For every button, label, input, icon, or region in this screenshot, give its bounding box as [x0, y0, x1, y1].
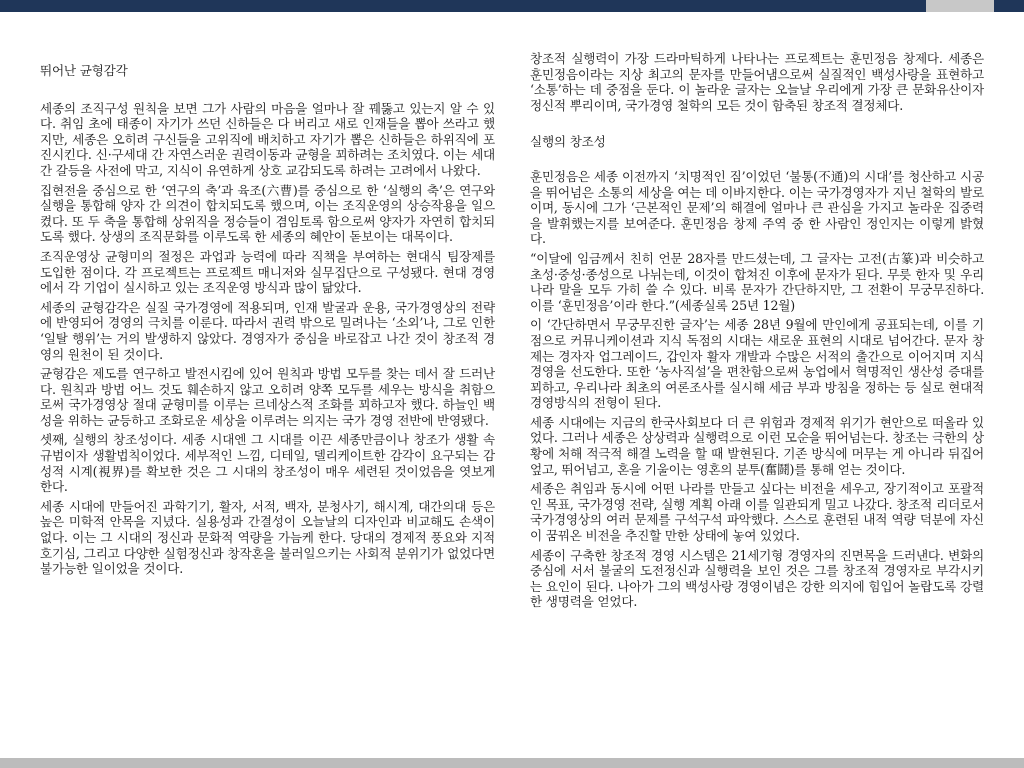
left-paragraph: 세종의 균형감각은 실질 국가경영에 적용되며, 인재 발굴과 운용, 국가경영상의 전략에 반영되어 경영의 극치를 이룬다. 따라서 권력 밖으로 밀려나는 ‘소외’나, 그로 인한 ‘일탈 행위’는 거의 발생하지 않았다. 경영자가 중심을 바로잡고 나간 것이 창조적 경영의 원천이 된 것이다.: [40, 299, 495, 362]
left-paragraph: 세종의 조직구성 원칙을 보면 그가 사람의 마음을 얼마나 잘 꿰뚫고 있는지 알 수 있다. 취임 초에 태종이 자기가 쓰던 신하들은 다 버리고 새로 인재들을 뽑아 쓰라고 했지만, 세종은 오히려 구신들을 고위직에 배치하고 자기가 뽑은 신하들은 하위직에 포진시킨다. 신·구세대 간 자연스러운 권력이동과 균형을 꾀하려는 조치였다. 이는 세대 간 갈등을 사전에 막고, 지식이 유연하게 상호 교감되도록 하려는 고려에서 나왔다.: [40, 100, 495, 178]
left-column: [40, 63, 495, 581]
right-paragraph: 세종 시대에는 지금의 한국사회보다 더 큰 위험과 경제적 위기가 현안으로 떠올라 있었다. 그러나 세종은 상상력과 실행력으로 이런 모순을 뛰어넘는다. 창조는 극한의 상황에 처해 적극적 해결 노력을 할 때 발현된다. 기존 방식에 머무는 게 아니라 뒤집어엎고, 뛰어넘고, 혼을 기울이는 영혼의 분투(奮鬪)를 통해 얻는 것이다.: [530, 414, 984, 477]
right-paragraph: “이달에 임금께서 친히 언문 28자를 만드셨는데, 그 글자는 고전(古篆)과 비슷하고 초성·중성·종성으로 나뉘는데, 이것이 합쳐진 이후에 문자가 된다. 무릇 한자 및 우리나라 말을 모두 가히 쓸 수 있다. 비록 문자가 간단하지만, 그 전환이 무궁무진하다. 이를 ‘훈민정음’이라 한다.”(세종실록 25년 12월): [530, 250, 984, 313]
left-paragraph: 조직운영상 균형미의 절정은 과업과 능력에 따라 직책을 부여하는 현대식 팀장제를 도입한 점이다. 각 프로젝트는 프로젝트 매니저와 실무집단으로 구성됐다. 현대 경영에서 각 기업이 실시하고 있는 조직운영 방식과 많이 닮았다.: [40, 248, 495, 296]
left-paragraph: 셋째, 실행의 창조성이다. 세종 시대엔 그 시대를 이끈 세종만큼이나 창조가 생활 속 규범이자 생활법칙이었다. 세부적인 느낌, 디테일, 델리케이트한 감각이 요구되는 감성적 시계(視界)를 확보한 것은 그 시대의 창조성이 매우 세련된 것이었음을 엿보게 한다.: [40, 432, 495, 495]
section-heading-balance: 뛰어난 균형감각: [40, 63, 128, 78]
top-decorative-bar: [0, 0, 1024, 12]
right-paragraph: 훈민정음은 세종 이전까지 ‘치명적인 짐’이었던 ‘불통(不通)의 시대’를 청산하고 시공을 뛰어넘은 소통의 세상을 여는 데 이바지한다. 이는 국가경영자가 지닌 철학의 발로이며, 동시에 그가 ‘근본적인 문제’의 해결에 얼마나 큰 관심을 가지고 놀라운 집중력을 발휘했는지를 보여준다. 훈민정음 창제 주역 중 한 사람인 정인지는 이렇게 밝혔다.: [530, 168, 984, 247]
right-paragraph: 세종이 구축한 창조적 경영 시스템은 21세기형 경영자의 진면목을 드러낸다. 변화의 중심에 서서 불굴의 도전정신과 실행력을 보인 것은 그를 창조적 경영자로 부각시키는 요인이 된다. 나아가 그의 백성사랑 경영이념은 강한 의지에 힘입어 놀랍도록 강렬한 생명력을 얻었다.: [530, 547, 984, 610]
right-column: [530, 51, 984, 614]
left-paragraph: 세종 시대에 만들어진 과학기기, 활자, 서적, 백자, 분청사기, 해시계, 대간의대 등은 높은 미학적 안목을 지녔다. 실용성과 간결성이 오늘날의 디자인과 비교해도 손색이 없다. 이는 그 시대의 정신과 문화적 역량을 가늠케 한다. 당대의 경제적 풍요와 지적 호기심, 그리고 다양한 실험정신과 창작혼을 불러일으키는 사회적 분위기가 없었다면 불가능한 일이었을 것이다.: [40, 498, 495, 577]
top-bar-end-segment: [994, 0, 1024, 12]
top-bar-dark-segment: [0, 0, 926, 12]
bottom-decorative-bar: [0, 758, 1024, 768]
right-paragraph: 이 ‘간단하면서 무궁무진한 글자’는 세종 28년 9월에 만인에게 공표되는데, 이를 기점으로 커뮤니케이션과 지식 독점의 시대는 새로운 표현의 시대로 넘어간다. 문자 창제는 경자자 업그레이드, 갑인자 활자 개발과 수많은 서적의 출간으로 이어지며 지식경영을 선도한다. 또한 ‘농사직설’을 편찬함으로써 농업에서 혁명적인 생산성 증대를 꾀하고, 우리나라 최초의 여론조사를 실시해 세금 부과 방침을 정하는 등 실로 현대적 경영방식의 전형이 된다.: [530, 317, 984, 411]
section-heading-creativity: 실행의 창조성: [530, 134, 606, 150]
top-bar-light-segment: [926, 0, 994, 12]
right-paragraph: 세종은 취임과 동시에 어떤 나라를 만들고 싶다는 비전을 세우고, 장기적이고 포괄적인 목표, 국가경영 전략, 실행 계획 아래 이를 일관되게 밀고 나갔다. 창조적 리더로서 국가경영상의 여러 문제를 구석구석 파악했다. 스스로 훈련된 내적 역량 덕분에 자신이 꿈꿔온 비전을 추진할 만한 상태에 놓여 있었다.: [530, 481, 984, 544]
left-paragraph: 균형감은 제도를 연구하고 발전시킴에 있어 원칙과 방법 모두를 찾는 데서 잘 드러난다. 원칙과 방법 어느 것도 훼손하지 않고 오히려 양쪽 모두를 세우는 방식을 취함으로써 국가경영상 절대 균형미를 이루는 르네상스적 조화를 꾀하고자 했다. 하늘인 백성을 위하는 균등하고 조화로운 세상을 이루려는 의지는 국가 경영 전반에 반영됐다.: [40, 366, 495, 428]
left-paragraph: 집현전을 중심으로 한 ‘연구의 축’과 육조(六曹)를 중심으로 한 ‘실행의 축’은 연구와 실행을 통합해 양자 간 의견이 합치되도록 했으며, 이는 조직운영의 상승작용을 일으켰다. 또 두 축을 통합해 상위직을 정승들이 겸임토록 함으로써 양자가 자연히 합치되도록 했다. 상생의 조직문화를 이루도록 한 세종의 혜안이 돋보이는 대목이다.: [40, 182, 495, 245]
right-intro-paragraph: 창조적 실행력이 가장 드라마틱하게 나타나는 프로젝트는 훈민정음 창제다. 세종은 훈민정음이라는 지상 최고의 문자를 만들어냄으로써 실질적인 백성사랑을 표현하고 ‘소통’하는 데 중점을 둔다. 이 놀라운 글자는 오늘날 우리에게 가장 큰 문화유산이자 정신적 뿌리이며, 국가경영 철학의 모든 것이 함축된 창조적 결정체다.: [530, 51, 984, 113]
